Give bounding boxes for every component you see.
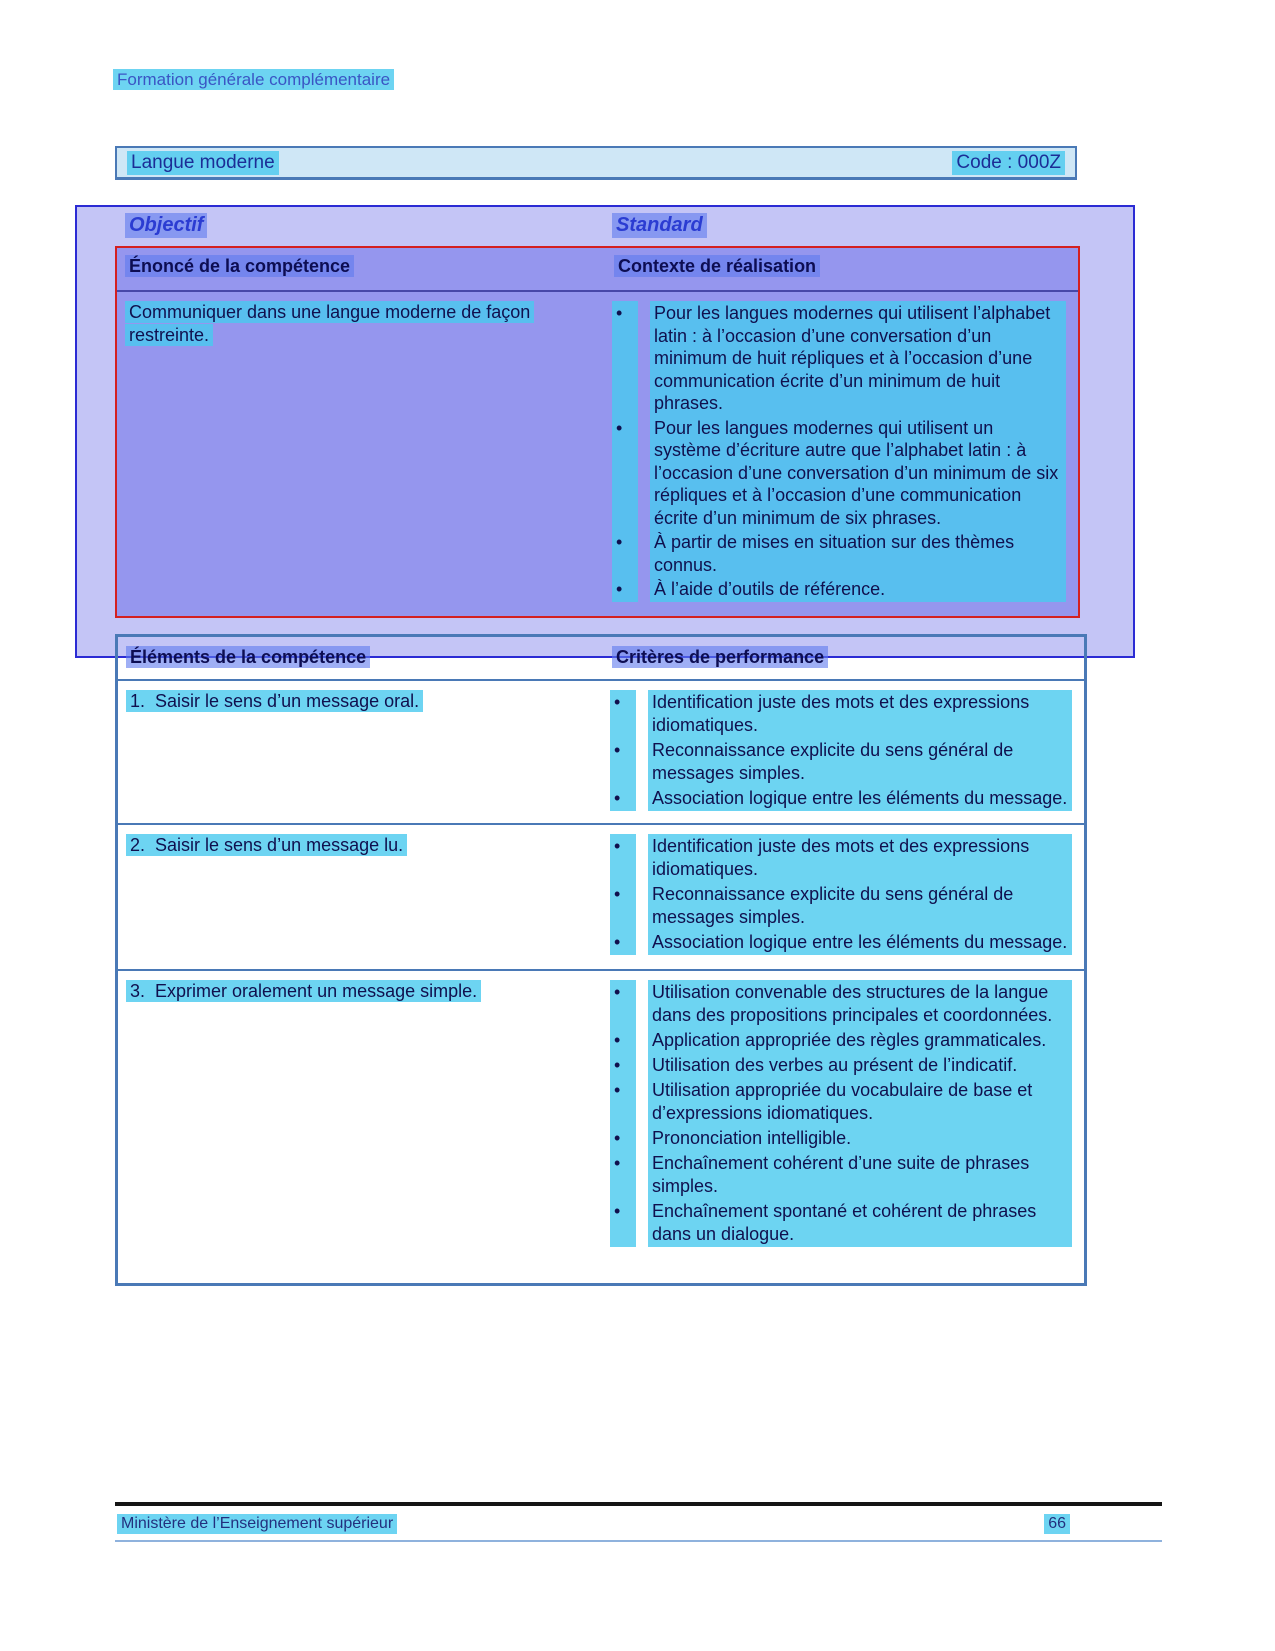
critere-item bbox=[610, 1151, 1072, 1199]
critere-item-text: Identification juste des mots et des expressions idiomatiques. bbox=[648, 690, 1072, 738]
bullet-icon: • bbox=[610, 1053, 636, 1078]
bullet-icon: • bbox=[610, 1199, 636, 1247]
enonce-cell bbox=[117, 292, 612, 602]
bullet-icon: • bbox=[610, 786, 636, 811]
bullet-icon: • bbox=[610, 834, 636, 882]
contexte-item bbox=[612, 416, 1066, 531]
bullet-icon: • bbox=[610, 1028, 636, 1053]
enonce-header-cell bbox=[117, 248, 612, 290]
contexte-item bbox=[612, 301, 1066, 416]
element-row-1 bbox=[118, 681, 1084, 825]
element-cell bbox=[118, 681, 610, 823]
bullet-icon: • bbox=[612, 530, 638, 577]
critere-item-text: Identification juste des mots et des expressions idiomatiques. bbox=[648, 834, 1072, 882]
element-text: 3. Exprimer oralement un message simple. bbox=[126, 980, 481, 1002]
critere-item bbox=[610, 1053, 1072, 1078]
critere-item-text: Association logique entre les éléments du message. bbox=[648, 930, 1072, 955]
critere-item-text: Reconnaissance explicite du sens général de messages simples. bbox=[648, 882, 1072, 930]
criteres-header-cell bbox=[610, 637, 1084, 679]
course-title-bar bbox=[115, 146, 1077, 180]
critere-item bbox=[610, 1199, 1072, 1247]
bullet-icon: • bbox=[610, 1078, 636, 1126]
elements-criteres-table bbox=[115, 634, 1087, 1286]
critere-item bbox=[610, 1078, 1072, 1126]
contexte-header-label: Contexte de réalisation bbox=[614, 255, 820, 277]
enonce-contexte-table-body bbox=[117, 292, 1078, 602]
critere-item bbox=[610, 980, 1072, 1028]
critere-item bbox=[610, 1028, 1072, 1053]
criteres-header-label: Critères de performance bbox=[612, 646, 828, 668]
course-title: Langue moderne bbox=[127, 151, 279, 175]
contexte-item-text: À partir de mises en situation sur des thèmes connus. bbox=[650, 530, 1066, 577]
elements-header-label: Éléments de la compétence bbox=[126, 646, 370, 668]
bullet-icon: • bbox=[610, 980, 636, 1028]
enonce-contexte-table-header bbox=[117, 248, 1078, 292]
element-cell bbox=[118, 825, 610, 969]
criteres-cell bbox=[610, 825, 1084, 969]
element-text: 2. Saisir le sens d’un message lu. bbox=[126, 834, 407, 856]
contexte-cell bbox=[612, 292, 1078, 602]
page-footer bbox=[115, 1502, 1162, 1542]
element-row-2 bbox=[118, 825, 1084, 971]
page-number: 66 bbox=[1044, 1514, 1070, 1534]
critere-item-text: Enchaînement cohérent d’une suite de phrases simples. bbox=[648, 1151, 1072, 1199]
contexte-item-text: À l’aide d’outils de référence. bbox=[650, 577, 1066, 602]
element-text: 1. Saisir le sens d’un message oral. bbox=[126, 690, 423, 712]
contexte-item-text: Pour les langues modernes qui utilisent l’alphabet latin : à l’occasion d’une conversation d’un minimum de huit répliques et à l’occasion d’une communication écrite d’un minimum de huit phrases. bbox=[650, 301, 1066, 416]
critere-item-text: Reconnaissance explicite du sens général de messages simples. bbox=[648, 738, 1072, 786]
criteres-cell bbox=[610, 681, 1084, 823]
objectif-heading: Objectif bbox=[125, 213, 207, 238]
standard-heading: Standard bbox=[612, 213, 707, 238]
footer-row bbox=[115, 1506, 1162, 1542]
bullet-icon: • bbox=[610, 882, 636, 930]
footer-ministry: Ministère de l’Enseignement supérieur bbox=[117, 1514, 397, 1534]
enonce-contexte-table bbox=[115, 246, 1080, 618]
critere-item bbox=[610, 1126, 1072, 1151]
critere-item-text: Association logique entre les éléments du message. bbox=[648, 786, 1072, 811]
bullet-icon: • bbox=[612, 577, 638, 602]
critere-item bbox=[610, 930, 1072, 955]
enonce-text: Communiquer dans une langue moderne de façon restreinte. bbox=[125, 301, 534, 346]
elements-criteres-table-header bbox=[118, 637, 1084, 681]
document-section-header bbox=[113, 70, 394, 90]
bullet-icon: • bbox=[612, 416, 638, 531]
critere-item bbox=[610, 882, 1072, 930]
element-cell bbox=[118, 971, 610, 1284]
critere-item-text: Utilisation convenable des structures de la langue dans des propositions principales et coordonnées. bbox=[648, 980, 1072, 1028]
bullet-icon: • bbox=[610, 690, 636, 738]
element-row-3 bbox=[118, 971, 1084, 1284]
objectif-standard-panel bbox=[75, 205, 1135, 658]
bullet-icon: • bbox=[610, 1126, 636, 1151]
bullet-icon: • bbox=[612, 301, 638, 416]
critere-item bbox=[610, 834, 1072, 882]
enonce-header-label: Énoncé de la compétence bbox=[125, 255, 354, 277]
critere-item-text: Utilisation appropriée du vocabulaire de base et d’expressions idiomatiques. bbox=[648, 1078, 1072, 1126]
bullet-icon: • bbox=[610, 930, 636, 955]
critere-item-text: Prononciation intelligible. bbox=[648, 1126, 1072, 1151]
contexte-item bbox=[612, 530, 1066, 577]
document-section-header-text: Formation générale complémentaire bbox=[113, 69, 394, 90]
course-code: Code : 000Z bbox=[952, 151, 1065, 175]
criteres-cell bbox=[610, 971, 1084, 1284]
critere-item bbox=[610, 738, 1072, 786]
critere-item-text: Enchaînement spontané et cohérent de phrases dans un dialogue. bbox=[648, 1199, 1072, 1247]
contexte-header-cell bbox=[612, 248, 1078, 290]
bullet-icon: • bbox=[610, 738, 636, 786]
critere-item-text: Utilisation des verbes au présent de l’indicatif. bbox=[648, 1053, 1072, 1078]
bullet-icon: • bbox=[610, 1151, 636, 1199]
contexte-item-text: Pour les langues modernes qui utilisent un système d’écriture autre que l’alphabet latin : à l’occasion d’une conversation d’un minimum de six répliques et à l’occasion d’une communication écrite d’un minimum de six phrases. bbox=[650, 416, 1066, 531]
contexte-item bbox=[612, 577, 1066, 602]
critere-item bbox=[610, 786, 1072, 811]
critere-item-text: Application appropriée des règles grammaticales. bbox=[648, 1028, 1072, 1053]
elements-header-cell bbox=[118, 637, 610, 679]
critere-item bbox=[610, 690, 1072, 738]
